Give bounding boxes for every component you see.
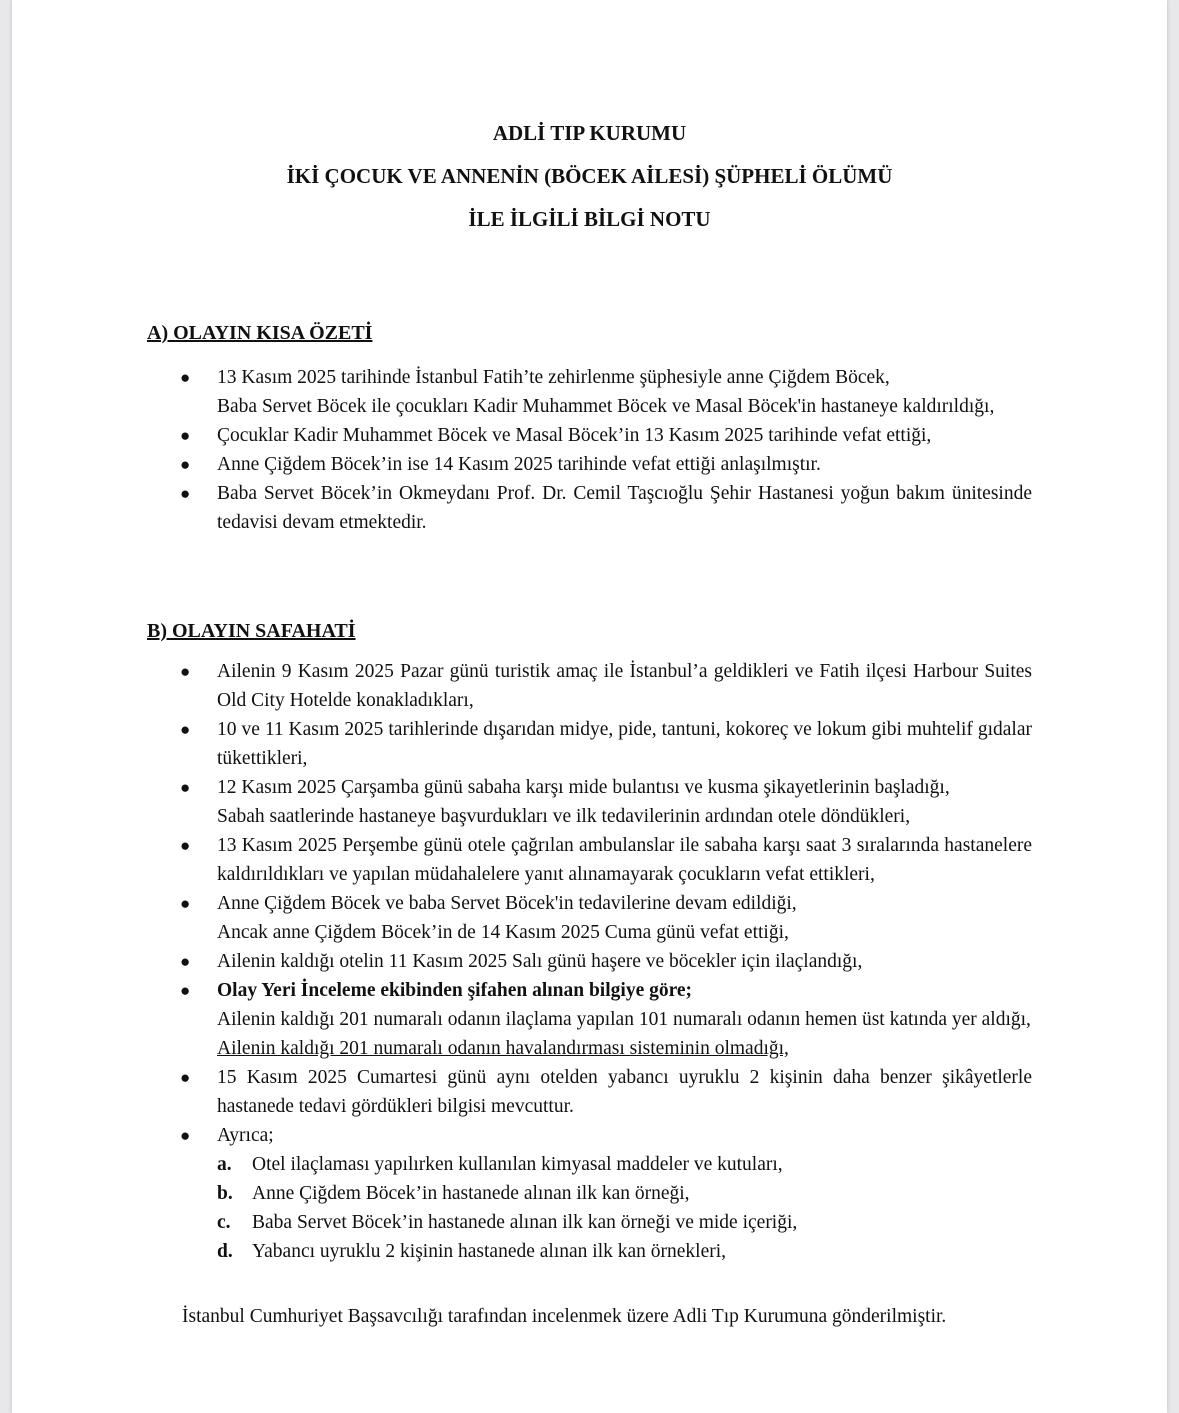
section-b-heading: B) OLAYIN SAFAHATİ <box>147 620 356 642</box>
list-item <box>0 363 1179 421</box>
sub-item-letter: a. <box>217 1154 232 1175</box>
bullet-icon: ● <box>180 952 191 971</box>
sub-item-letter: b. <box>217 1183 233 1204</box>
list-item-text: Ailenin 9 Kasım 2025 Pazar günü turistik amaç ile İstanbul’a geldikleri ve Fatih ilçesi Harbour Suites Old City Hotelde konakladıkları, <box>217 661 1032 711</box>
bullet-icon: ● <box>180 455 191 474</box>
sub-item <box>217 1208 1032 1237</box>
list-item-text: 10 ve 11 Kasım 2025 tarihlerinde dışarıdan midye, pide, tantuni, kokoreç ve lokum gibi muhtelif gıdalar tükettikleri, <box>217 719 1032 769</box>
list-item-line: 13 Kasım 2025 tarihinde İstanbul Fatih’te zehirlenme şüphesiyle anne Çiğdem Böcek, <box>217 367 890 388</box>
bullet-icon: ● <box>180 662 191 681</box>
sub-item-text: Anne Çiğdem Böcek’in hastanede alınan ilk kan örneği, <box>252 1183 690 1204</box>
list-item <box>0 889 1179 947</box>
section-a-list <box>0 363 1179 537</box>
section-b-list <box>0 657 1179 1266</box>
bullet-icon: ● <box>180 484 191 503</box>
bullet-icon: ● <box>180 720 191 739</box>
bullet-icon: ● <box>180 1068 191 1087</box>
list-item-line: 12 Kasım 2025 Çarşamba günü sabaha karşı mide bulantısı ve kusma şikayetlerinin başladığı, <box>217 777 950 798</box>
list-item-line: Baba Servet Böcek’in Okmeydanı Prof. Dr. Cemil Taşcıoğlu Şehir Hastanesi yoğun bakım ünitesinde tedavisi devam etmektedir. <box>217 483 1032 533</box>
list-item-line: Sabah saatlerinde hastaneye başvurdukları ve ilk tedavilerinin ardından otele döndükleri, <box>217 806 911 827</box>
document-title <box>0 112 1179 241</box>
sub-item <box>217 1237 1032 1266</box>
closing-statement: İstanbul Cumhuriyet Başsavcılığı tarafından incelenmek üzere Adli Tıp Kurumuna gönderilmiştir. <box>182 1306 947 1327</box>
bullet-icon: ● <box>180 981 191 1000</box>
list-item-line: Anne Çiğdem Böcek’in ise 14 Kasım 2025 tarihinde vefat ettiği anlaşılmıştır. <box>217 454 821 475</box>
bullet-icon: ● <box>180 778 191 797</box>
list-item-line: Çocuklar Kadir Muhammet Böcek ve Masal Böcek’in 13 Kasım 2025 tarihinde vefat ettiği, <box>217 425 932 446</box>
sub-item-text: Yabancı uyruklu 2 kişinin hastanede alınan ilk kan örnekleri, <box>252 1241 727 1262</box>
list-item <box>0 479 1179 537</box>
section-a-heading: A) OLAYIN KISA ÖZETİ <box>147 322 373 344</box>
sub-item-text: Baba Servet Böcek’in hastanede alınan ilk kan örneği ve mide içeriği, <box>252 1212 798 1233</box>
sub-item <box>217 1150 1032 1179</box>
sub-item-letter: c. <box>217 1212 231 1233</box>
title-line-3: İLE İLGİLİ BİLGİ NOTU <box>468 207 711 231</box>
list-item-text: Ailenin kaldığı otelin 11 Kasım 2025 Salı günü haşere ve böcekler için ilaçlandığı, <box>217 951 863 972</box>
underlined-text: Ailenin kaldığı 201 numaralı odanın havalandırması sisteminin olmadığı, <box>217 1038 789 1059</box>
list-item-underlined-line <box>217 1034 1032 1063</box>
list-item-text: 15 Kasım 2025 Cumartesi günü aynı otelden yabancı uyruklu 2 kişinin daha benzer şikâyetlerle hastanede tedavi gördükleri bilgisi mevcuttur. <box>217 1067 1032 1117</box>
list-item <box>0 976 1179 1063</box>
list-item <box>0 715 1179 773</box>
bullet-icon: ● <box>180 368 191 387</box>
list-item <box>0 1121 1179 1266</box>
list-item <box>0 773 1179 831</box>
list-item <box>0 657 1179 715</box>
bullet-icon: ● <box>180 426 191 445</box>
sub-item-text: Otel ilaçlaması yapılırken kullanılan kimyasal maddeler ve kutuları, <box>252 1154 783 1175</box>
list-item <box>0 1063 1179 1121</box>
title-line-2: İKİ ÇOCUK VE ANNENİN (BÖCEK AİLESİ) ŞÜPHELİ ÖLÜMÜ <box>286 164 893 188</box>
list-item <box>0 831 1179 889</box>
list-item-line: Baba Servet Böcek ile çocukları Kadir Muhammet Böcek ve Masal Böcek'in hastaneye kaldırıldığı, <box>217 396 995 417</box>
sub-item <box>217 1179 1032 1208</box>
list-item <box>0 421 1179 450</box>
bullet-icon: ● <box>180 1126 191 1145</box>
list-item-line: Ailenin kaldığı 201 numaralı odanın ilaçlama yapılan 101 numaralı odanın hemen üst katında yer aldığı, <box>217 1009 1031 1030</box>
sub-item-letter: d. <box>217 1241 233 1262</box>
bullet-icon: ● <box>180 894 191 913</box>
list-item-text: Ayrıca; <box>217 1125 274 1146</box>
list-item-text: 13 Kasım 2025 Perşembe günü otele çağrılan ambulanslar ile sabaha karşı saat 3 sıralarında hastanelere kaldırıldıkları ve yapılan müdahalelere yanıt alınamayarak çocukların vefat ettikleri, <box>217 835 1032 885</box>
title-line-1: ADLİ TIP KURUMU <box>492 121 687 145</box>
list-item <box>0 947 1179 976</box>
list-item-bold-line: Olay Yeri İnceleme ekibinden şifahen alınan bilgiye göre; <box>217 980 693 1001</box>
bullet-icon: ● <box>180 836 191 855</box>
list-item <box>0 450 1179 479</box>
list-item-line: Ancak anne Çiğdem Böcek’in de 14 Kasım 2025 Cuma günü vefat ettiği, <box>217 922 789 943</box>
list-item-line: Anne Çiğdem Böcek ve baba Servet Böcek'in tedavilerine devam edildiği, <box>217 893 797 914</box>
